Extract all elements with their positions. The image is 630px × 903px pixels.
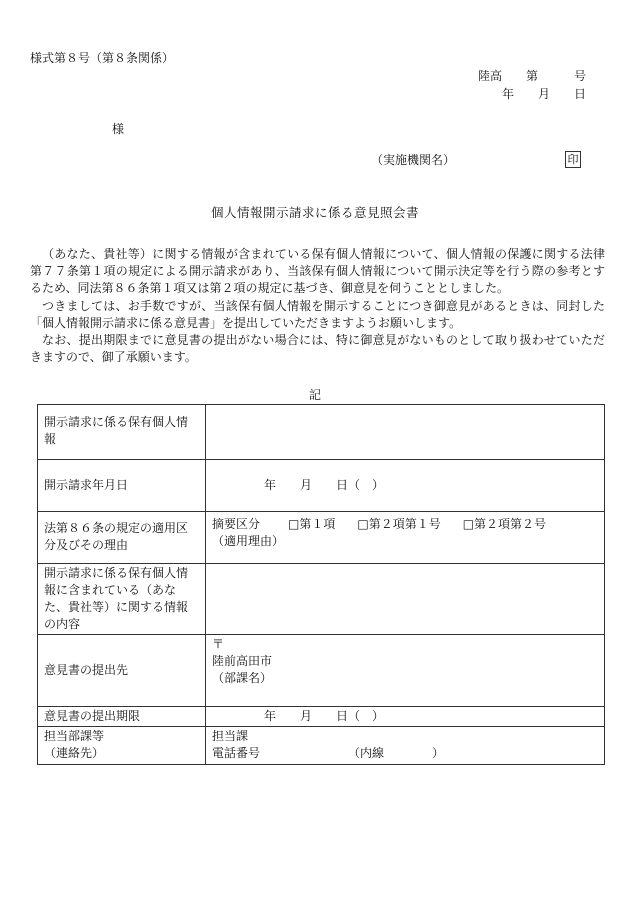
body-paragraph-3: なお、提出期限までに意見書の提出がない場合には、特に御意見がないものとして取り扱わせていただきますので、御了承願います。 [30,333,605,365]
addressee-sama: 様 [112,122,125,136]
table-row [38,727,605,765]
submit-city: 陸前高田市 [212,654,273,668]
table-row [38,460,605,512]
submit-to-label: 意見書の提出先 [38,635,206,707]
info-content-label: 開示請求に係る保有個人情報に含まれている（あなた、貴社等）に関する情報の内容 [38,564,206,635]
category-options [212,516,598,533]
body-paragraph-2: つきましては、お手数ですが、当該保有個人情報を開示することにつき御意見があるときは、同封した「個人情報開示請求に係る意見書」を提出していただきますようお願いします。 [30,298,605,330]
option-item-1[interactable]: □第１項 [288,517,336,531]
held-info-label-text: 開示請求に係る保有個人情報 [44,415,189,446]
contact-value [206,727,605,765]
table-row [38,635,605,707]
option-item-2-2[interactable]: □第２項第２号 [462,517,547,531]
table-row [38,512,605,564]
body-paragraph-1: （あなた、貴社等）に関する情報が含まれている保有個人情報について、個人情報の保護に関する法律第７７条第１項の規定による開示請求があり、当該保有個人情報について開示決定等を行う際の参考とするため、同法第８６条第１項又は第２項の規定に基づき、御意見を伺うこととしました。 [30,247,605,296]
submit-dept: （部課名） [212,671,273,685]
document-date: 年 月 日 [501,87,586,101]
reason-label: （適用理由） [212,534,285,548]
contact-dept: 担当課 [212,729,249,743]
contact-label-2: （連絡先） [44,746,105,760]
contact-label-1: 担当部課等 [44,729,105,743]
deadline-value: 年 月 日（ ） [206,707,605,727]
document-number: 陸高 第 号 [477,69,586,83]
table-row [38,405,605,460]
agency-name: （実施機関名） [371,153,456,167]
option-item-2-1[interactable]: □第２項第１号 [357,517,441,531]
form-number: 様式第８号（第８条関係） [30,51,175,65]
kubun-label: 摘要区分 [212,517,261,531]
postal-mark: 〒 [212,637,225,651]
phone-label: 電話番号 [212,746,261,760]
table-row [38,707,605,727]
category-label: 法第８６条の規定の適用区分及びその理由 [38,512,206,564]
request-date-value: 年 月 日（ ） [206,460,605,512]
details-table [37,404,605,765]
info-content-value [206,564,605,635]
extension-label: （内線 ） [348,746,445,760]
contact-label [38,727,206,765]
table-row [38,564,605,635]
request-date-label: 開示請求年月日 [38,460,206,512]
held-info-label [38,405,206,460]
page-title: 個人情報開示請求に係る意見照会書 [210,205,419,220]
contact-phone [212,745,598,762]
deadline-label: 意見書の提出期限 [38,707,206,727]
category-value [206,512,605,564]
submit-to-value [206,635,605,707]
held-info-value [206,405,605,460]
seal-mark: 印 [565,151,581,168]
ki-heading: 記 [308,388,321,402]
body-text [30,246,605,366]
